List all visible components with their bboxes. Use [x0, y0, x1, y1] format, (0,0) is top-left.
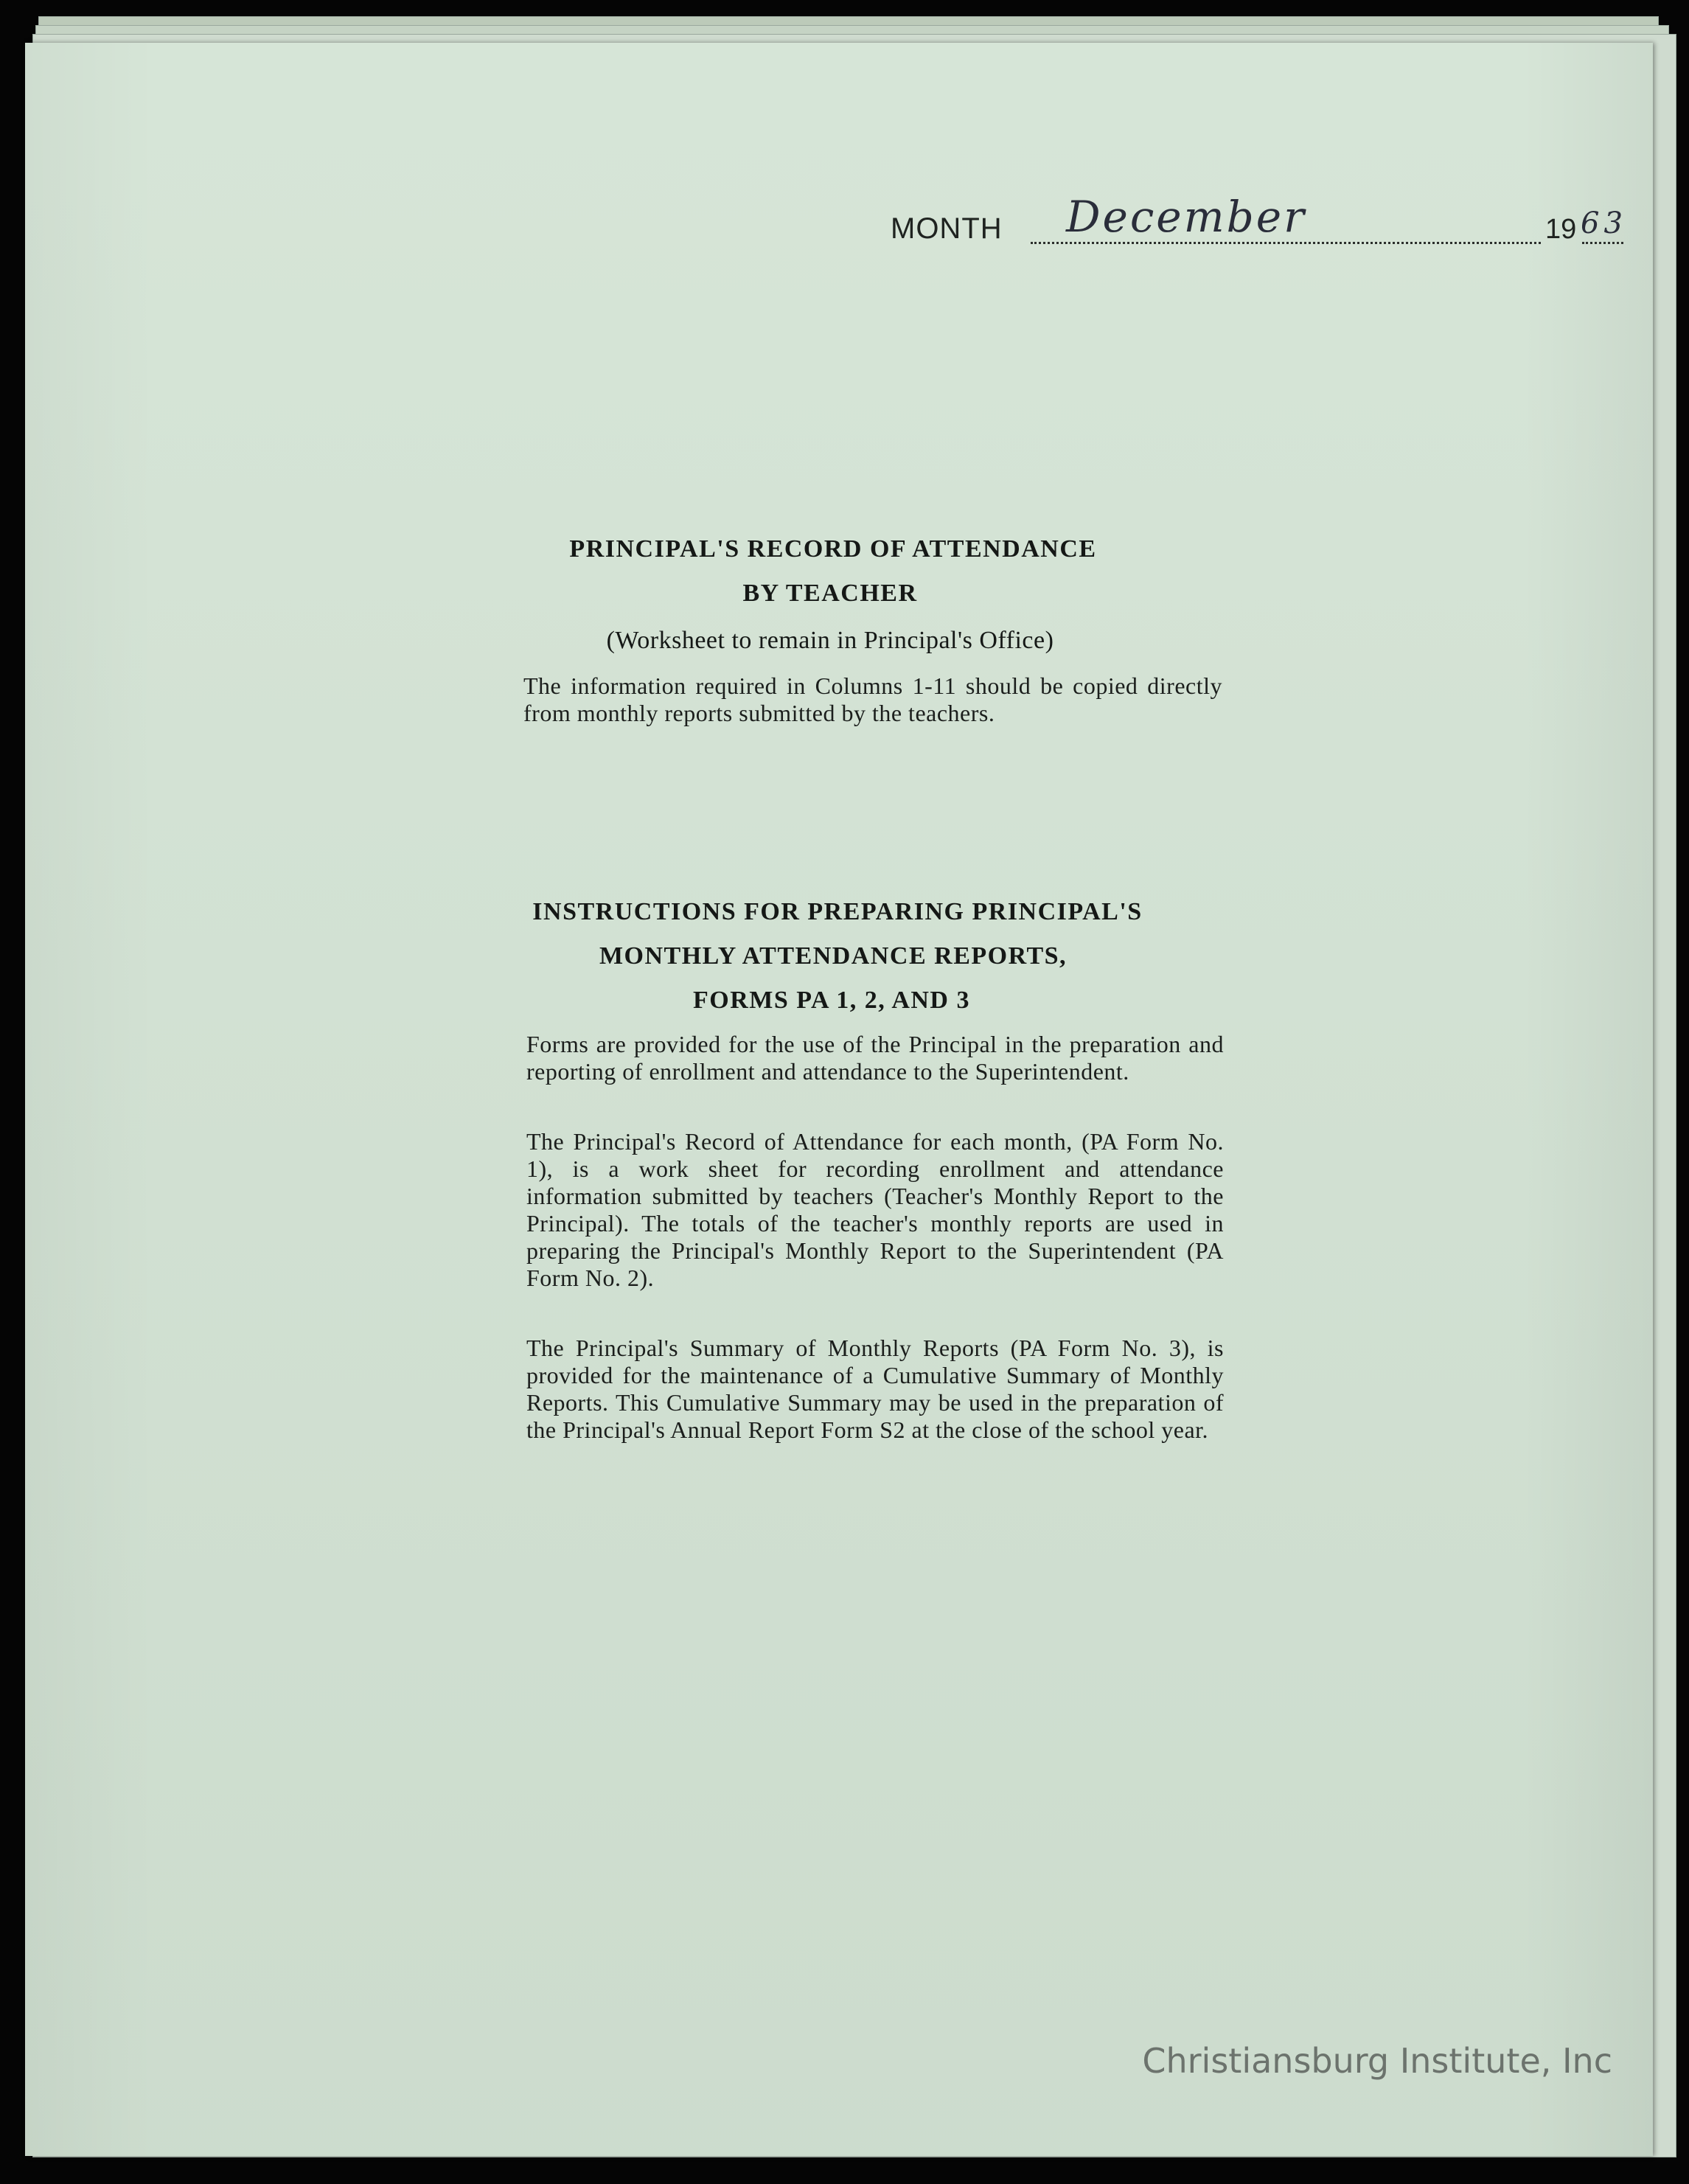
- instructions-paragraph-1: Forms are provided for the use of the Principal in the preparation and reporting of enrollment and attendance to the Superintendent.: [526, 1031, 1224, 1085]
- archive-watermark: Christiansburg Institute, Inc: [1142, 2041, 1612, 2081]
- month-handwritten-value: December: [1066, 192, 1306, 242]
- record-title-line-1: PRINCIPAL'S RECORD OF ATTENDANCE: [569, 535, 1097, 563]
- document-page: [25, 43, 1653, 2156]
- instructions-paragraph-3: The Principal's Summary of Monthly Reports (PA Form No. 3), is provided for the maintenance of a Cumulative Summary of Monthly Reports. This Cumulative Summary may be used in the preparation of the Principal's Annual Report Form S2 at the close of the school year.: [526, 1335, 1224, 1443]
- year-handwritten-value: 63: [1581, 206, 1627, 240]
- month-dotted-line: [1031, 242, 1541, 244]
- record-body-text: The information required in Columns 1-11 should be copied directly from monthly reports submitted by the teachers.: [523, 672, 1222, 726]
- instructions-title-line-1: INSTRUCTIONS FOR PREPARING PRINCIPAL'S: [532, 898, 1143, 925]
- month-label: MONTH: [891, 212, 1003, 245]
- month-year-field: [891, 181, 1643, 248]
- instructions-paragraph-2: The Principal's Record of Attendance for each month, (PA Form No. 1), is a work sheet for recording enrollment and attendance information submitted by teachers (Teacher's Monthly Report to the Principal). The totals of the teacher's monthly reports are used in preparing the Principal's Monthly Report to the Superintendent (PA Form No. 2).: [526, 1128, 1224, 1291]
- instructions-title-line-2: MONTHLY ATTENDANCE REPORTS,: [599, 942, 1068, 970]
- instructions-title-line-3: FORMS PA 1, 2, AND 3: [693, 987, 970, 1014]
- record-title-line-2: BY TEACHER: [742, 580, 918, 607]
- record-subtitle: (Worksheet to remain in Principal's Office): [606, 627, 1054, 654]
- year-dotted-line: [1582, 242, 1623, 244]
- year-prefix: 19: [1545, 214, 1577, 245]
